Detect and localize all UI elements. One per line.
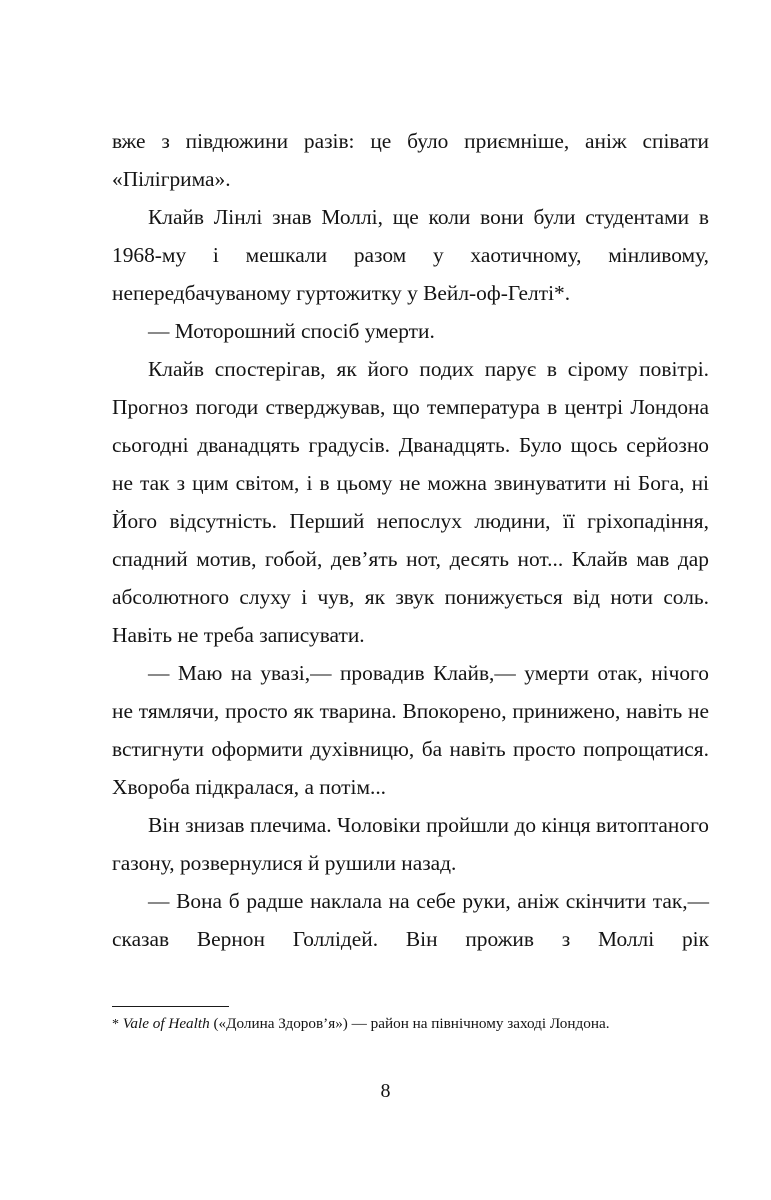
paragraph-dialogue: — Моторошний спосіб умерти. <box>148 319 435 343</box>
footnote-separator-rule <box>112 1006 229 1007</box>
footnote-area <box>112 1006 709 1036</box>
body-text-block <box>112 122 709 958</box>
footnote-text <box>112 1013 709 1036</box>
footnote-term: Vale of Health <box>122 1015 210 1032</box>
paragraph-dialogue: — Маю на увазі,— провадив Клайв,— умерти отак, нічого не тямлячи, просто як тварина. Впокорено, принижено, навіть не встигнути оформити духівницю, ба навіть просто попрощатися. Хвороба підкралася, а потім... <box>112 661 709 799</box>
paragraph: Він знизав плечима. Чоловіки пройшли до кінця витоптаного газону, розвернулися й рушили назад. <box>112 813 709 875</box>
paragraph-dialogue: — Вона б радше наклала на себе руки, аніж скінчити так,— сказав Вернон Голлідей. Він прожив з Моллі рік <box>112 889 709 951</box>
paragraph: Клайв Лінлі знав Моллі, ще коли вони були студентами в 1968-му і мешкали разом у хаотичному, мінливому, непередбачуваному гуртожитку у Вейл-оф-Гелті*. <box>112 205 709 305</box>
paragraph: Клайв спостерігав, як його подих парує в сірому повітрі. Прогноз погоди стверджував, що температура в центрі Лондона сьогодні дванадцять градусів. Дванадцять. Було щось серйозно не так з цим світом, і в цьому не можна звинуватити ні Бога, ні Його відсутність. Перший непослух людини, її гріхопадіння, спадний мотив, гобой, дев’ять нот, десять нот... Клайв мав дар абсолютного слуху і чув, як звук понижується від ноти соль. Навіть не треба записувати. <box>112 357 709 647</box>
footnote-marker: * <box>112 1017 119 1032</box>
paragraph: вже з півдюжини разів: це було приємніше, аніж співати «Пілігрима». <box>112 129 709 191</box>
footnote-description: («Долина Здоров’я») — район на північному заході Лондона. <box>209 1015 610 1032</box>
page-number: 8 <box>380 1080 391 1102</box>
